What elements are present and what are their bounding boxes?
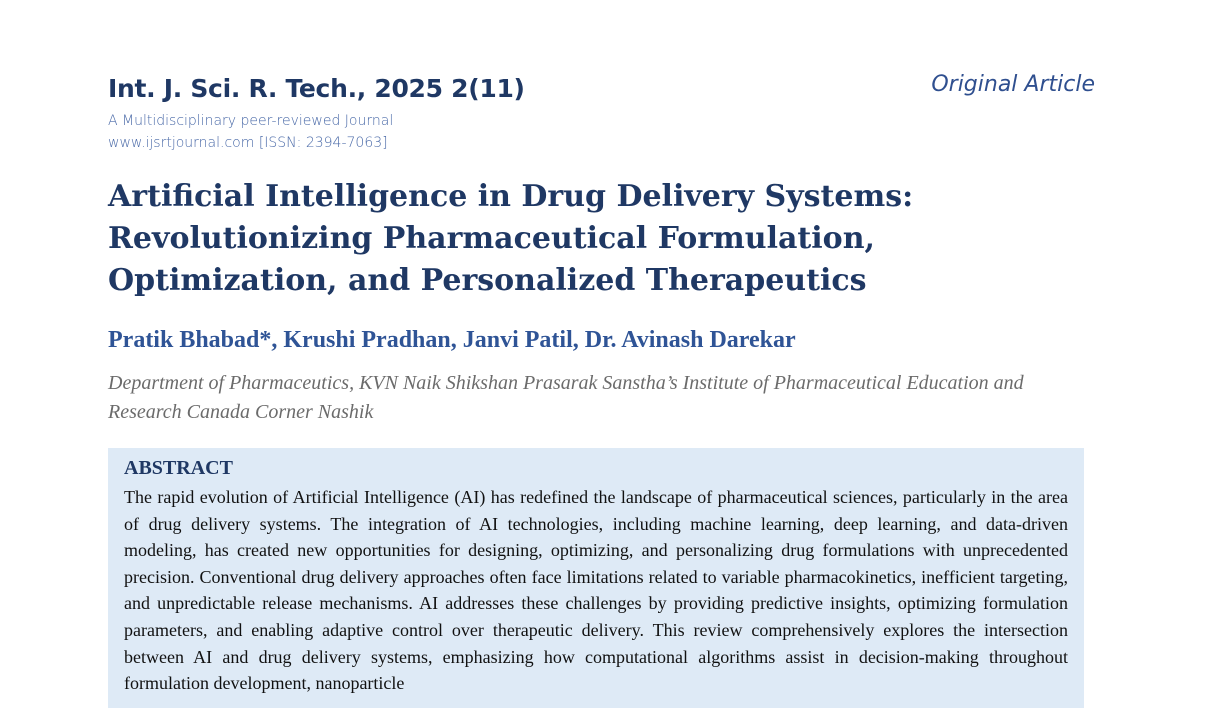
author-affiliation: Department of Pharmaceutics, KVN Naik Shikshan Prasarak Sanstha’s Institute of Pharmaceutical Education and Research Canada Corner Nashik <box>108 372 1024 423</box>
abstract-body: The rapid evolution of Artificial Intelligence (AI) has redefined the landscape of pharmaceutical sciences, particularly in the area of drug delivery systems. The integration of AI technologies, including machine learning, deep learning, and data-driven modeling, has created new opportunities for designing, optimizing, and personalizing drug formulations with unprecedented precision. Conventional drug delivery approaches often face limitations related to variable pharmacokinetics, inefficient targeting, and unpredictable release mechanisms. AI addresses these challenges by providing predictive insights, optimizing formulation parameters, and enabling adaptive control over therapeutic delivery. This review comprehensively explores the intersection between AI and drug delivery systems, emphasizing how computational algorithms assist in decision-making throughout formulation development, nanoparticle <box>124 487 1068 694</box>
journal-title: Int. J. Sci. R. Tech., 2025 2(11) <box>108 74 525 103</box>
journal-subtitle: A Multidisciplinary peer-reviewed Journal <box>108 113 394 129</box>
abstract-heading: ABSTRACT <box>124 457 233 479</box>
article-type-label: Original Article <box>931 72 1095 97</box>
paper-title: Artificial Intelligence in Drug Delivery Systems: Revolutionizing Pharmaceutical Formulation, Optimization, and Personalized Therapeutics <box>108 179 914 298</box>
journal-website-issn: www.ijsrtjournal.com [ISSN: 2394-7063] <box>108 135 388 151</box>
abstract-section <box>108 448 1084 708</box>
author-list: Pratik Bhabad*, Krushi Pradhan, Janvi Patil, Dr. Avinash Darekar <box>108 327 796 353</box>
